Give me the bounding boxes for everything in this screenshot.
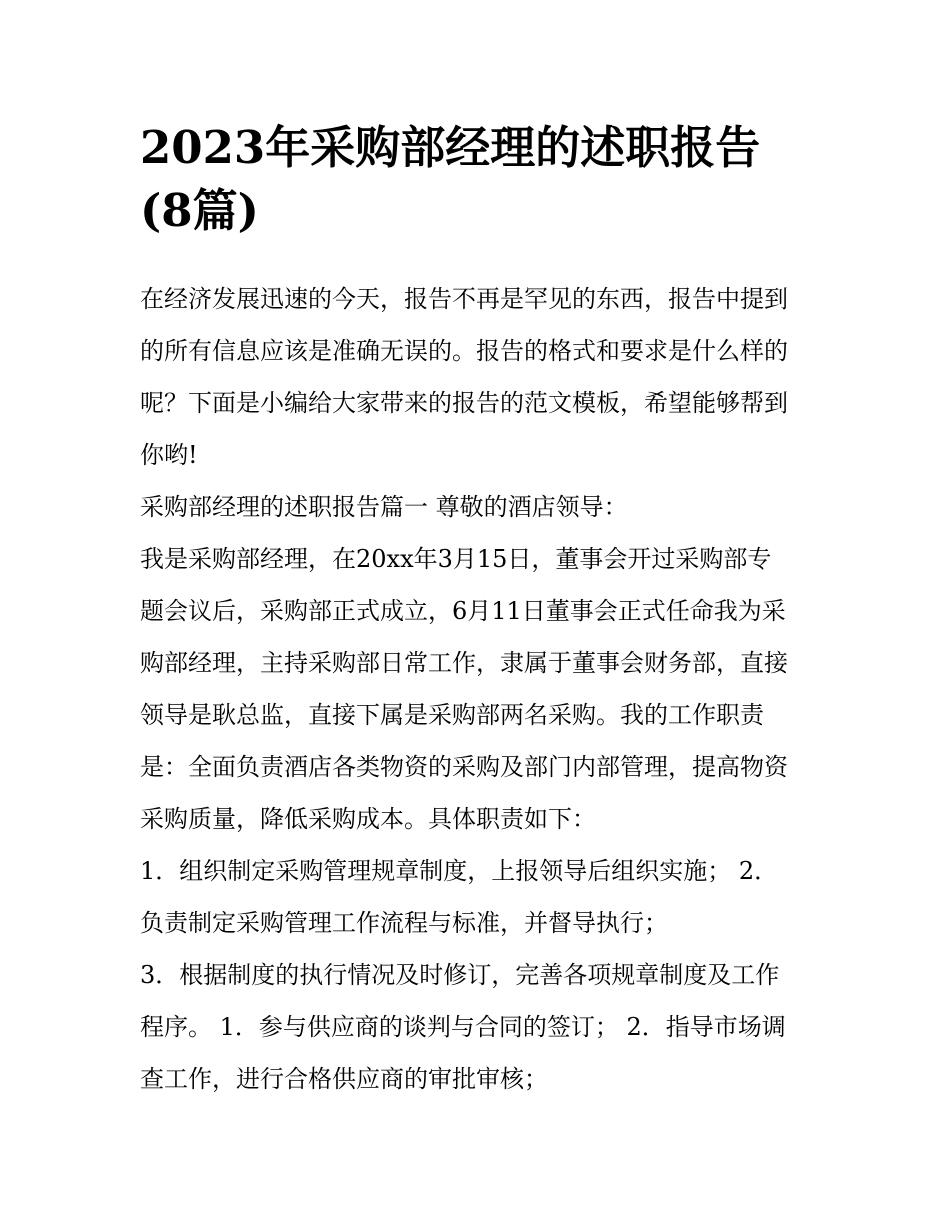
intro-line-1: 在经济发展迅速的今天，报告不再是罕见的东西，报告中提到 xyxy=(140,285,788,313)
body-line-4: 领导是耿总监，直接下属是采购部两名采购。我的工作职责 xyxy=(140,701,764,729)
body-line-1: 我是采购部经理，在20xx年3月15日，董事会开过采购部专 xyxy=(140,545,772,573)
title-line-2: (8篇) xyxy=(140,184,259,237)
duty-line-1: 1．组织制定采购管理规章制度，上报领导后组织实施； 2． xyxy=(140,857,779,885)
duty-line-2: 负责制定采购管理工作流程与标准，并督导执行； xyxy=(140,909,668,937)
duty-line-5: 查工作，进行合格供应商的审批审核； xyxy=(140,1065,548,1093)
duty-line-4: 程序。 1．参与供应商的谈判与合同的签订； 2．指导市场调 xyxy=(140,1013,786,1041)
body-line-2: 题会议后，采购部正式成立，6月11日董事会正式任命我为采 xyxy=(140,597,786,625)
intro-line-4: 你哟! xyxy=(140,441,198,469)
intro-line-2: 的所有信息应该是准确无误的。报告的格式和要求是什么样的 xyxy=(140,337,788,365)
duty-line-3: 3．根据制度的执行情况及时修订，完善各项规章制度及工作 xyxy=(140,961,780,989)
title-line-1: 2023年采购部经理的述职报告 xyxy=(140,121,761,174)
body-line-5: 是：全面负责酒店各类物资的采购及部门内部管理，提高物资 xyxy=(140,753,788,781)
section-heading-line: 采购部经理的述职报告篇一 尊敬的酒店领导： xyxy=(140,493,628,521)
body-line-3: 购部经理，主持采购部日常工作，隶属于董事会财务部，直接 xyxy=(140,649,788,677)
body-line-6: 采购质量，降低采购成本。具体职责如下： xyxy=(140,805,596,833)
intro-line-3: 呢？下面是小编给大家带来的报告的范文模板，希望能够帮到 xyxy=(140,389,788,417)
document-title xyxy=(140,116,830,242)
